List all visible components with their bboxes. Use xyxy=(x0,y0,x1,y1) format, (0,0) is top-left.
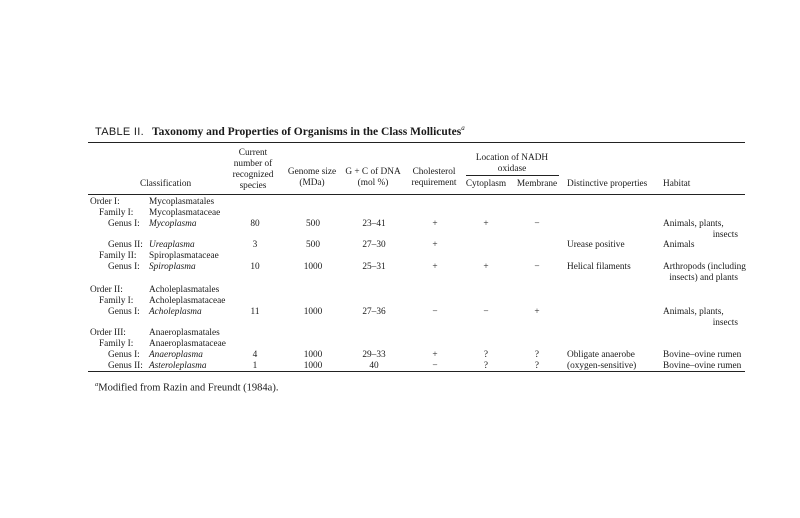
cell-genome-size: 1000 xyxy=(303,350,323,360)
cell-habitat-cont: insects xyxy=(712,230,738,240)
footnote-text: Modified from Razin and Freundt (1984a). xyxy=(98,382,279,394)
cell-membrane: ? xyxy=(534,350,540,360)
cell-distinctive: (oxygen-sensitive) xyxy=(567,361,637,371)
row-rank: Genus II: xyxy=(108,361,143,371)
col-header-distinctive: Distinctive properties xyxy=(567,179,648,189)
header-rule xyxy=(88,194,745,195)
row-rank: Order I: xyxy=(90,197,120,207)
cell-cytoplasm: − xyxy=(483,307,489,317)
cell-cholesterol: + xyxy=(432,350,438,360)
row-taxon-name: Anaeroplasmataceae xyxy=(149,339,226,349)
cell-habitat: Animals, plants, xyxy=(663,307,724,317)
row-rank: Family I: xyxy=(99,339,134,349)
cell-cytoplasm: ? xyxy=(483,361,489,371)
col-header-habitat: Habitat xyxy=(663,179,691,189)
cell-species: 4 xyxy=(252,350,258,360)
row-taxon-name: Asteroleplasma xyxy=(149,361,207,371)
cell-species: 11 xyxy=(250,307,260,317)
cell-species: 10 xyxy=(250,262,260,272)
top-rule xyxy=(88,142,745,143)
cell-genome-size: 1000 xyxy=(303,262,323,272)
row-taxon-name: Acholeplasmatales xyxy=(149,285,220,295)
cell-cytoplasm: + xyxy=(483,219,489,229)
footnote-marker: a xyxy=(95,381,99,388)
cell-distinctive: Helical filaments xyxy=(567,262,631,272)
cell-gc-content: 23–41 xyxy=(362,219,386,229)
cell-species: 1 xyxy=(252,361,258,371)
col-header-classification: Classification xyxy=(140,179,192,189)
cell-distinctive: Urease positive xyxy=(567,240,625,250)
row-rank: Genus I: xyxy=(108,350,140,360)
col-header-species: Current xyxy=(238,148,268,158)
row-rank: Family II: xyxy=(99,251,137,261)
cell-gc-content: 27–36 xyxy=(362,307,386,317)
row-taxon-name: Mycoplasmatales xyxy=(149,197,215,207)
col-header-gc: G + C of DNA xyxy=(345,167,401,177)
cell-species: 3 xyxy=(252,240,258,250)
cell-cholesterol: + xyxy=(432,240,438,250)
row-rank: Genus I: xyxy=(108,307,140,317)
row-taxon-name: Mycoplasmataceae xyxy=(149,208,221,218)
col-header-genome: Genome size xyxy=(287,167,337,177)
title-footnote-marker: a xyxy=(461,124,465,132)
row-taxon-name: Acholeplasma xyxy=(149,307,202,317)
row-rank: Family I: xyxy=(99,208,134,218)
col-header-gc: (mol %) xyxy=(357,178,389,188)
col-header-nadh-group: oxidase xyxy=(497,164,527,174)
col-header-membrane: Membrane xyxy=(516,179,558,189)
table-caption xyxy=(95,124,465,138)
cell-distinctive: Obligate anaerobe xyxy=(567,350,635,360)
cell-habitat: Arthropods (including xyxy=(663,262,746,272)
cell-cytoplasm: ? xyxy=(483,350,489,360)
cell-habitat: Animals xyxy=(663,240,695,250)
cell-genome-size: 500 xyxy=(306,219,320,229)
row-rank: Family I: xyxy=(99,296,134,306)
cell-genome-size: 1000 xyxy=(303,361,323,371)
row-rank: Order II: xyxy=(90,285,123,295)
cell-gc-content: 40 xyxy=(369,361,379,371)
cell-habitat-cont: insects xyxy=(712,318,738,328)
col-header-species: recognized xyxy=(232,170,274,180)
col-header-cholesterol: Cholesterol xyxy=(412,167,456,177)
col-header-nadh-group: Location of NADH xyxy=(475,153,549,163)
row-taxon-name: Acholeplasmataceae xyxy=(149,296,226,306)
row-rank: Order III: xyxy=(90,328,126,338)
cell-cholesterol: − xyxy=(432,307,438,317)
cell-gc-content: 27–30 xyxy=(362,240,386,250)
row-taxon-name: Ureaplasma xyxy=(149,240,195,250)
cell-membrane: + xyxy=(534,307,540,317)
cell-membrane: ? xyxy=(534,361,540,371)
cell-genome-size: 500 xyxy=(306,240,320,250)
cell-membrane: − xyxy=(534,219,540,229)
cell-gc-content: 25–31 xyxy=(362,262,386,272)
cell-habitat-cont: insects) and plants xyxy=(669,273,738,283)
cell-species: 80 xyxy=(250,219,260,229)
cell-habitat: Bovine–ovine rumen xyxy=(663,350,742,360)
cell-membrane: − xyxy=(534,262,540,272)
row-taxon-name: Anaeroplasmatales xyxy=(149,328,220,338)
col-header-species: species xyxy=(239,181,267,191)
col-header-genome: (MDa) xyxy=(299,178,325,188)
row-rank: Genus II: xyxy=(108,240,143,250)
row-taxon-name: Mycoplasma xyxy=(149,219,197,229)
col-header-species: number of xyxy=(233,159,273,169)
cell-cholesterol: − xyxy=(432,361,438,371)
table-title: Taxonomy and Properties of Organisms in the Class Mollicutes xyxy=(151,125,462,138)
row-taxon-name: Spiroplasmataceae xyxy=(149,251,219,261)
cell-cholesterol: + xyxy=(432,262,438,272)
row-rank: Genus I: xyxy=(108,219,140,229)
cell-cytoplasm: + xyxy=(483,262,489,272)
cell-habitat: Bovine–ovine rumen xyxy=(663,361,742,371)
cell-gc-content: 29–33 xyxy=(362,350,386,360)
col-header-cholesterol: requirement xyxy=(411,178,457,188)
col-header-cytoplasm: Cytoplasm xyxy=(465,179,507,189)
cell-cholesterol: + xyxy=(432,219,438,229)
table-footnote xyxy=(95,381,278,394)
cell-genome-size: 1000 xyxy=(303,307,323,317)
table-label: TABLE II. xyxy=(95,125,144,138)
row-taxon-name: Anaeroplasma xyxy=(149,350,203,360)
row-taxon-name: Spiroplasma xyxy=(149,262,196,272)
cell-habitat: Animals, plants, xyxy=(663,219,724,229)
row-rank: Genus I: xyxy=(108,262,140,272)
